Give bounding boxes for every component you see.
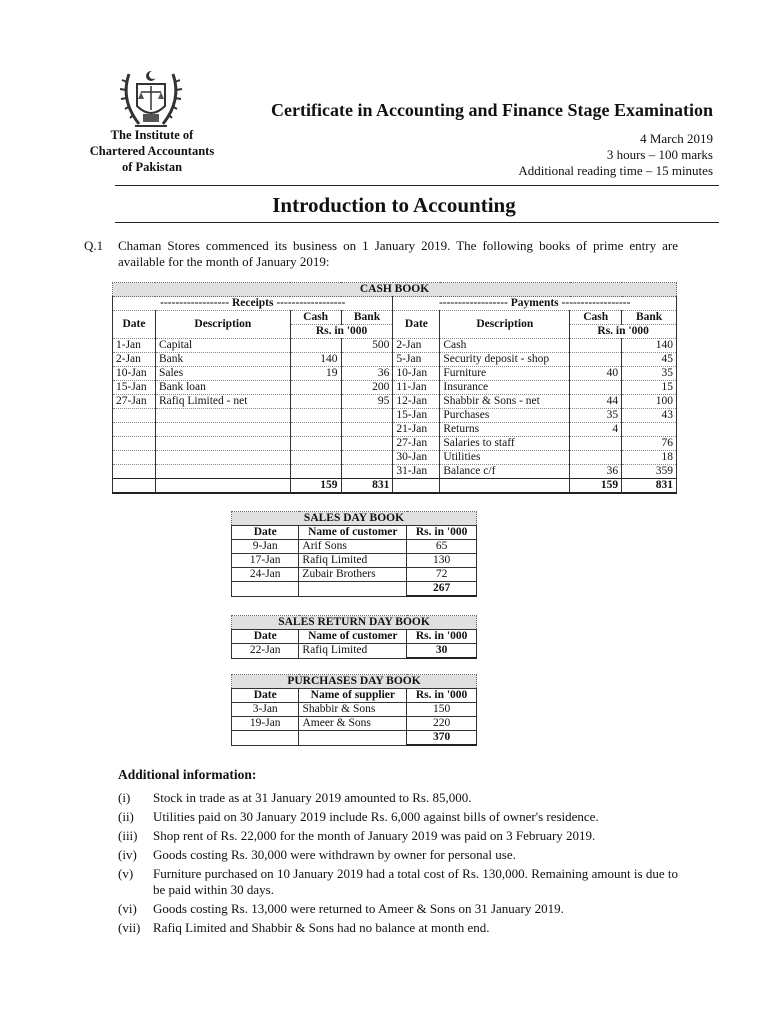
- payment-date: 21-Jan: [393, 423, 440, 437]
- row-date: 17-Jan: [232, 554, 299, 568]
- col-date: Date: [232, 689, 299, 703]
- payment-bank: 45: [622, 353, 677, 367]
- row-name: Ameer & Sons: [299, 717, 407, 731]
- receipt-bank: [341, 465, 393, 479]
- table-row: [113, 395, 677, 409]
- payment-cash: [570, 353, 622, 367]
- col-name: Name of supplier: [299, 689, 407, 703]
- receipt-bank: 500: [341, 339, 393, 353]
- payment-description: Returns: [440, 423, 570, 437]
- institute-line: The Institute of: [110, 128, 194, 142]
- receipt-cash: 19: [290, 367, 341, 381]
- paper-title: Introduction to Accounting: [272, 193, 516, 217]
- row-date: 9-Jan: [232, 540, 299, 554]
- item-number: (ii): [118, 809, 134, 824]
- reading-time: Additional reading time – 15 minutes: [518, 163, 713, 178]
- row-date: 24-Jan: [232, 568, 299, 582]
- col-unit: Rs. in '000: [290, 325, 393, 339]
- receipt-bank: [341, 353, 393, 367]
- purchases-day-book: [231, 674, 477, 746]
- col-amount: Rs. in '000: [407, 689, 477, 703]
- item-number: (vii): [118, 920, 141, 935]
- payment-bank: 359: [622, 465, 677, 479]
- payment-bank: 43: [622, 409, 677, 423]
- payment-cash: 36: [570, 465, 622, 479]
- receipt-cash: [290, 409, 341, 423]
- table-row: [113, 451, 677, 465]
- payment-description: Balance c/f: [440, 465, 570, 479]
- table-row: [232, 554, 477, 568]
- payment-description: Security deposit - shop: [440, 353, 570, 367]
- col-amount: Rs. in '000: [407, 630, 477, 644]
- col-description: Description: [155, 311, 290, 339]
- payment-description: Cash: [440, 339, 570, 353]
- receipt-bank: 36: [341, 367, 393, 381]
- crest-icon: [115, 64, 187, 136]
- table-row: [232, 644, 477, 659]
- row-name: Rafiq Limited: [299, 554, 407, 568]
- list-item: [118, 828, 678, 844]
- exam-duration: 3 hours – 100 marks: [606, 147, 713, 162]
- table-row: [113, 423, 677, 437]
- sales-total: 267: [407, 582, 477, 597]
- payment-cash: [570, 381, 622, 395]
- col-date: Date: [232, 526, 299, 540]
- institute-logo: [115, 64, 187, 136]
- list-item: [118, 866, 678, 898]
- question-text: Chaman Stores commenced its business on 1 January 2019. The following books of prime entry are available for the month of January 2019:: [118, 238, 678, 269]
- col-cash: Cash: [570, 311, 622, 325]
- table-row: [232, 568, 477, 582]
- receipt-cash: 140: [290, 353, 341, 367]
- table-row: [113, 381, 677, 395]
- row-amount: 130: [407, 554, 477, 568]
- item-text: Stock in trade as at 31 January 2019 amounted to Rs. 85,000.: [153, 790, 472, 805]
- payment-date: 2-Jan: [393, 339, 440, 353]
- table-row: [113, 409, 677, 423]
- row-name: Rafiq Limited: [299, 644, 407, 659]
- payment-description: Purchases: [440, 409, 570, 423]
- item-number: (iv): [118, 847, 137, 862]
- receipt-date: [113, 409, 156, 423]
- table-row: [232, 540, 477, 554]
- row-date: 22-Jan: [232, 644, 299, 659]
- purchases-day-book-title: PURCHASES DAY BOOK: [232, 675, 477, 689]
- total-receipts-cash: 159: [290, 479, 341, 494]
- col-unit: Rs. in '000: [570, 325, 677, 339]
- receipt-bank: [341, 437, 393, 451]
- col-name: Name of customer: [299, 630, 407, 644]
- receipt-date: 10-Jan: [113, 367, 156, 381]
- receipt-bank: [341, 451, 393, 465]
- total-payments-bank: 831: [622, 479, 677, 494]
- item-text: Furniture purchased on 10 January 2019 had a total cost of Rs. 130,000. Remaining amount is due to be paid within 30 days.: [153, 866, 678, 897]
- cash-book-totals: [113, 479, 677, 494]
- payment-cash: 44: [570, 395, 622, 409]
- receipt-bank: [341, 423, 393, 437]
- col-bank: Bank: [622, 311, 677, 325]
- receipt-description: [155, 437, 290, 451]
- institute-name: [62, 127, 242, 175]
- top-rule: [115, 185, 719, 186]
- institute-line: Chartered Accountants: [89, 144, 215, 158]
- payment-cash: 35: [570, 409, 622, 423]
- payment-cash: 4: [570, 423, 622, 437]
- payment-description: Utilities: [440, 451, 570, 465]
- payment-date: 30-Jan: [393, 451, 440, 465]
- row-amount: 72: [407, 568, 477, 582]
- payment-cash: [570, 339, 622, 353]
- cash-book-title: CASH BOOK: [113, 283, 677, 297]
- receipt-description: Bank: [155, 353, 290, 367]
- question-number: Q.1: [84, 238, 104, 253]
- col-cash: Cash: [290, 311, 341, 325]
- col-bank: Bank: [341, 311, 393, 325]
- payment-cash: [570, 451, 622, 465]
- list-item: [118, 790, 678, 806]
- payment-bank: 15: [622, 381, 677, 395]
- payment-date: 5-Jan: [393, 353, 440, 367]
- cash-book-table: [112, 282, 677, 494]
- receipt-cash: [290, 381, 341, 395]
- payment-date: 27-Jan: [393, 437, 440, 451]
- row-amount: 220: [407, 717, 477, 731]
- receipt-date: [113, 423, 156, 437]
- payment-date: 31-Jan: [393, 465, 440, 479]
- receipt-bank: 95: [341, 395, 393, 409]
- sales-day-book: [231, 511, 477, 597]
- receipt-cash: [290, 339, 341, 353]
- payment-bank: [622, 423, 677, 437]
- payment-cash: 40: [570, 367, 622, 381]
- receipt-description: Capital: [155, 339, 290, 353]
- sales-day-book-title: SALES DAY BOOK: [232, 512, 477, 526]
- item-text: Shop rent of Rs. 22,000 for the month of January 2019 was paid on 3 February 2019.: [153, 828, 596, 843]
- receipt-date: [113, 451, 156, 465]
- receipt-description: [155, 409, 290, 423]
- table-row: [113, 367, 677, 381]
- item-number: (iii): [118, 828, 138, 843]
- row-amount: 65: [407, 540, 477, 554]
- col-date: Date: [113, 311, 156, 339]
- payment-bank: 76: [622, 437, 677, 451]
- col-amount: Rs. in '000: [407, 526, 477, 540]
- list-item: [118, 901, 678, 917]
- payment-date: 10-Jan: [393, 367, 440, 381]
- receipt-date: 27-Jan: [113, 395, 156, 409]
- total-receipts-bank: 831: [341, 479, 393, 494]
- list-item: [118, 920, 678, 936]
- payment-bank: 140: [622, 339, 677, 353]
- payments-label: ------------------ Payments ------------------: [393, 297, 677, 311]
- exam-title: Certificate in Accounting and Finance Stage Examination: [271, 100, 713, 120]
- sales-return-day-book: [231, 615, 477, 659]
- receipt-date: 1-Jan: [113, 339, 156, 353]
- col-date: Date: [232, 630, 299, 644]
- receipt-bank: 200: [341, 381, 393, 395]
- list-item: [118, 847, 678, 863]
- list-item: [118, 809, 678, 825]
- exam-date: 4 March 2019: [640, 131, 713, 146]
- receipt-cash: [290, 423, 341, 437]
- payment-date: 15-Jan: [393, 409, 440, 423]
- receipt-date: [113, 465, 156, 479]
- col-description: Description: [440, 311, 570, 339]
- receipt-description: Sales: [155, 367, 290, 381]
- receipt-description: [155, 451, 290, 465]
- item-text: Utilities paid on 30 January 2019 include Rs. 6,000 against bills of owner's residence.: [153, 809, 599, 824]
- row-amount: 150: [407, 703, 477, 717]
- table-row: [113, 465, 677, 479]
- receipt-description: [155, 465, 290, 479]
- table-row: [232, 717, 477, 731]
- additional-info-list: [118, 790, 678, 939]
- row-date: 19-Jan: [232, 717, 299, 731]
- receipt-cash: [290, 437, 341, 451]
- item-number: (v): [118, 866, 134, 881]
- payment-date: 12-Jan: [393, 395, 440, 409]
- payment-bank: 35: [622, 367, 677, 381]
- row-name: Shabbir & Sons: [299, 703, 407, 717]
- purchases-total: 370: [407, 731, 477, 746]
- payment-description: Insurance: [440, 381, 570, 395]
- payment-description: Shabbir & Sons - net: [440, 395, 570, 409]
- table-row: [232, 703, 477, 717]
- item-number: (vi): [118, 901, 137, 916]
- bottom-rule: [115, 222, 719, 223]
- receipt-cash: [290, 465, 341, 479]
- receipt-cash: [290, 395, 341, 409]
- receipt-bank: [341, 409, 393, 423]
- item-text: Goods costing Rs. 13,000 were returned to Ameer & Sons on 31 January 2019.: [153, 901, 564, 916]
- receipt-description: Bank loan: [155, 381, 290, 395]
- payment-cash: [570, 437, 622, 451]
- payment-description: Furniture: [440, 367, 570, 381]
- row-name: Zubair Brothers: [299, 568, 407, 582]
- receipt-date: 2-Jan: [113, 353, 156, 367]
- receipts-label: ------------------ Receipts ------------------: [113, 297, 393, 311]
- sales-return-title: SALES RETURN DAY BOOK: [232, 616, 477, 630]
- row-date: 3-Jan: [232, 703, 299, 717]
- receipt-date: [113, 437, 156, 451]
- col-name: Name of customer: [299, 526, 407, 540]
- payment-bank: 100: [622, 395, 677, 409]
- table-row: [113, 339, 677, 353]
- receipt-cash: [290, 451, 341, 465]
- col-date: Date: [393, 311, 440, 339]
- payment-date: 11-Jan: [393, 381, 440, 395]
- item-text: Rafiq Limited and Shabbir & Sons had no balance at month end.: [153, 920, 490, 935]
- receipt-description: Rafiq Limited - net: [155, 395, 290, 409]
- item-number: (i): [118, 790, 131, 805]
- payment-description: Salaries to staff: [440, 437, 570, 451]
- row-amount: 30: [407, 644, 477, 659]
- item-text: Goods costing Rs. 30,000 were withdrawn by owner for personal use.: [153, 847, 516, 862]
- row-name: Arif Sons: [299, 540, 407, 554]
- receipt-description: [155, 423, 290, 437]
- additional-info-heading: Additional information:: [118, 767, 257, 782]
- table-row: [113, 353, 677, 367]
- receipt-date: 15-Jan: [113, 381, 156, 395]
- payment-bank: 18: [622, 451, 677, 465]
- institute-line: of Pakistan: [121, 160, 183, 174]
- total-payments-cash: 159: [570, 479, 622, 494]
- table-row: [113, 437, 677, 451]
